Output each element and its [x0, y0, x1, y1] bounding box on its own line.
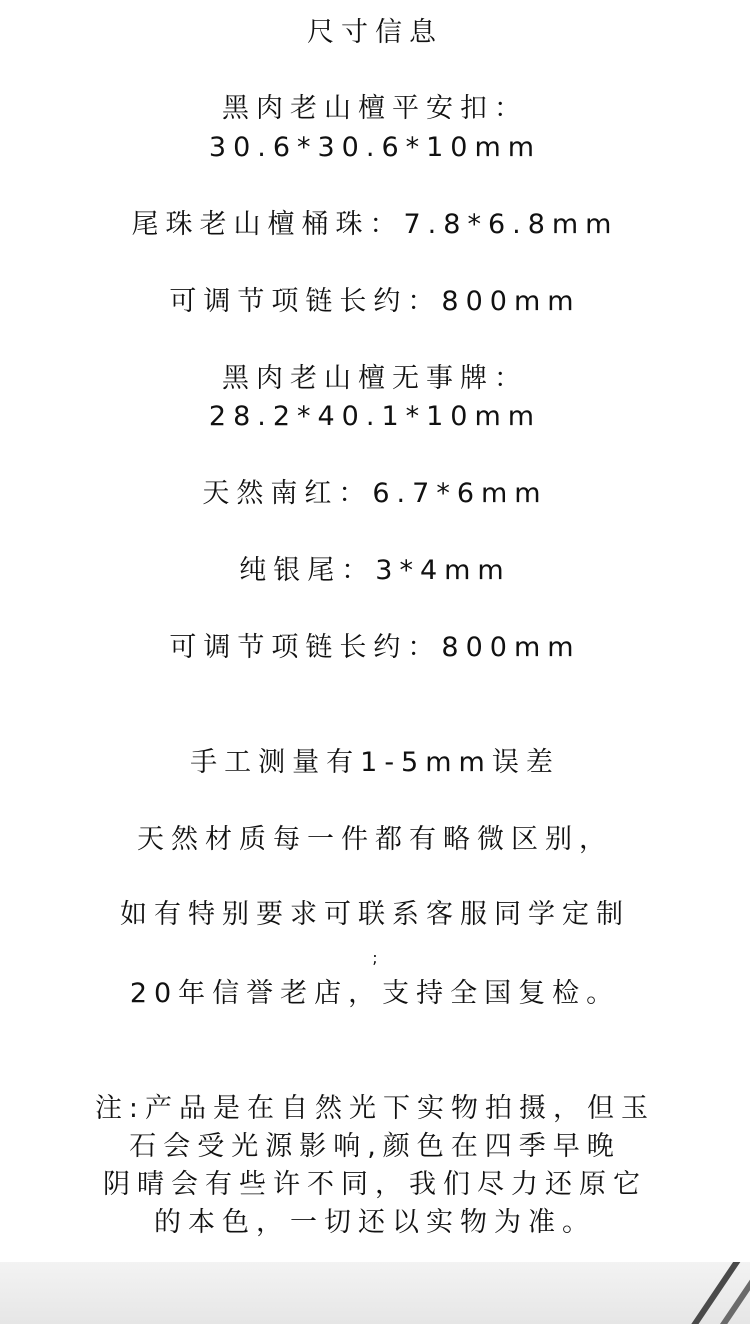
- disclaimer-line-3: 阴晴会有些许不同，我们尽力还原它: [103, 1169, 647, 1200]
- spec-wu-shi-pai-label: 黑肉老山檀无事牌：: [222, 363, 528, 394]
- note-semicolon: ;: [372, 948, 378, 967]
- spec-necklace-length-2: 可调节项链长约：800mm: [169, 632, 581, 663]
- note-measure-error: 手工测量有1-5mm误差: [190, 747, 560, 778]
- spec-ping-an-kou-size: 30.6*30.6*10mm: [208, 132, 542, 163]
- spec-silver-tail: 纯银尾：3*4mm: [239, 555, 511, 586]
- spec-wu-shi-pai-size: 28.2*40.1*10mm: [208, 401, 542, 432]
- note-shop-reputation: 20年信誉老店，支持全国复检。: [129, 978, 621, 1009]
- next-photo-strip: [0, 1262, 750, 1324]
- spec-ping-an-kou-label: 黑肉老山檀平安扣：: [222, 93, 528, 124]
- disclaimer-line-2: 石会受光源影响,颜色在四季早晚: [129, 1131, 621, 1162]
- spec-necklace-length-1: 可调节项链长约：800mm: [169, 286, 581, 317]
- disclaimer-line-1: 注:产品是在自然光下实物拍摄，但玉: [94, 1093, 656, 1124]
- disclaimer-line-4: 的本色，一切还以实物为准。: [154, 1207, 596, 1238]
- note-natural-material: 天然材质每一件都有略微区别，: [137, 824, 613, 855]
- spec-nan-hong: 天然南红：6.7*6mm: [202, 478, 548, 509]
- note-custom-request: 如有特别要求可联系客服同学定制: [120, 899, 630, 930]
- heading-size-info: 尺寸信息: [307, 17, 443, 48]
- spec-tail-bead: 尾珠老山檀桶珠：7.8*6.8mm: [131, 209, 619, 240]
